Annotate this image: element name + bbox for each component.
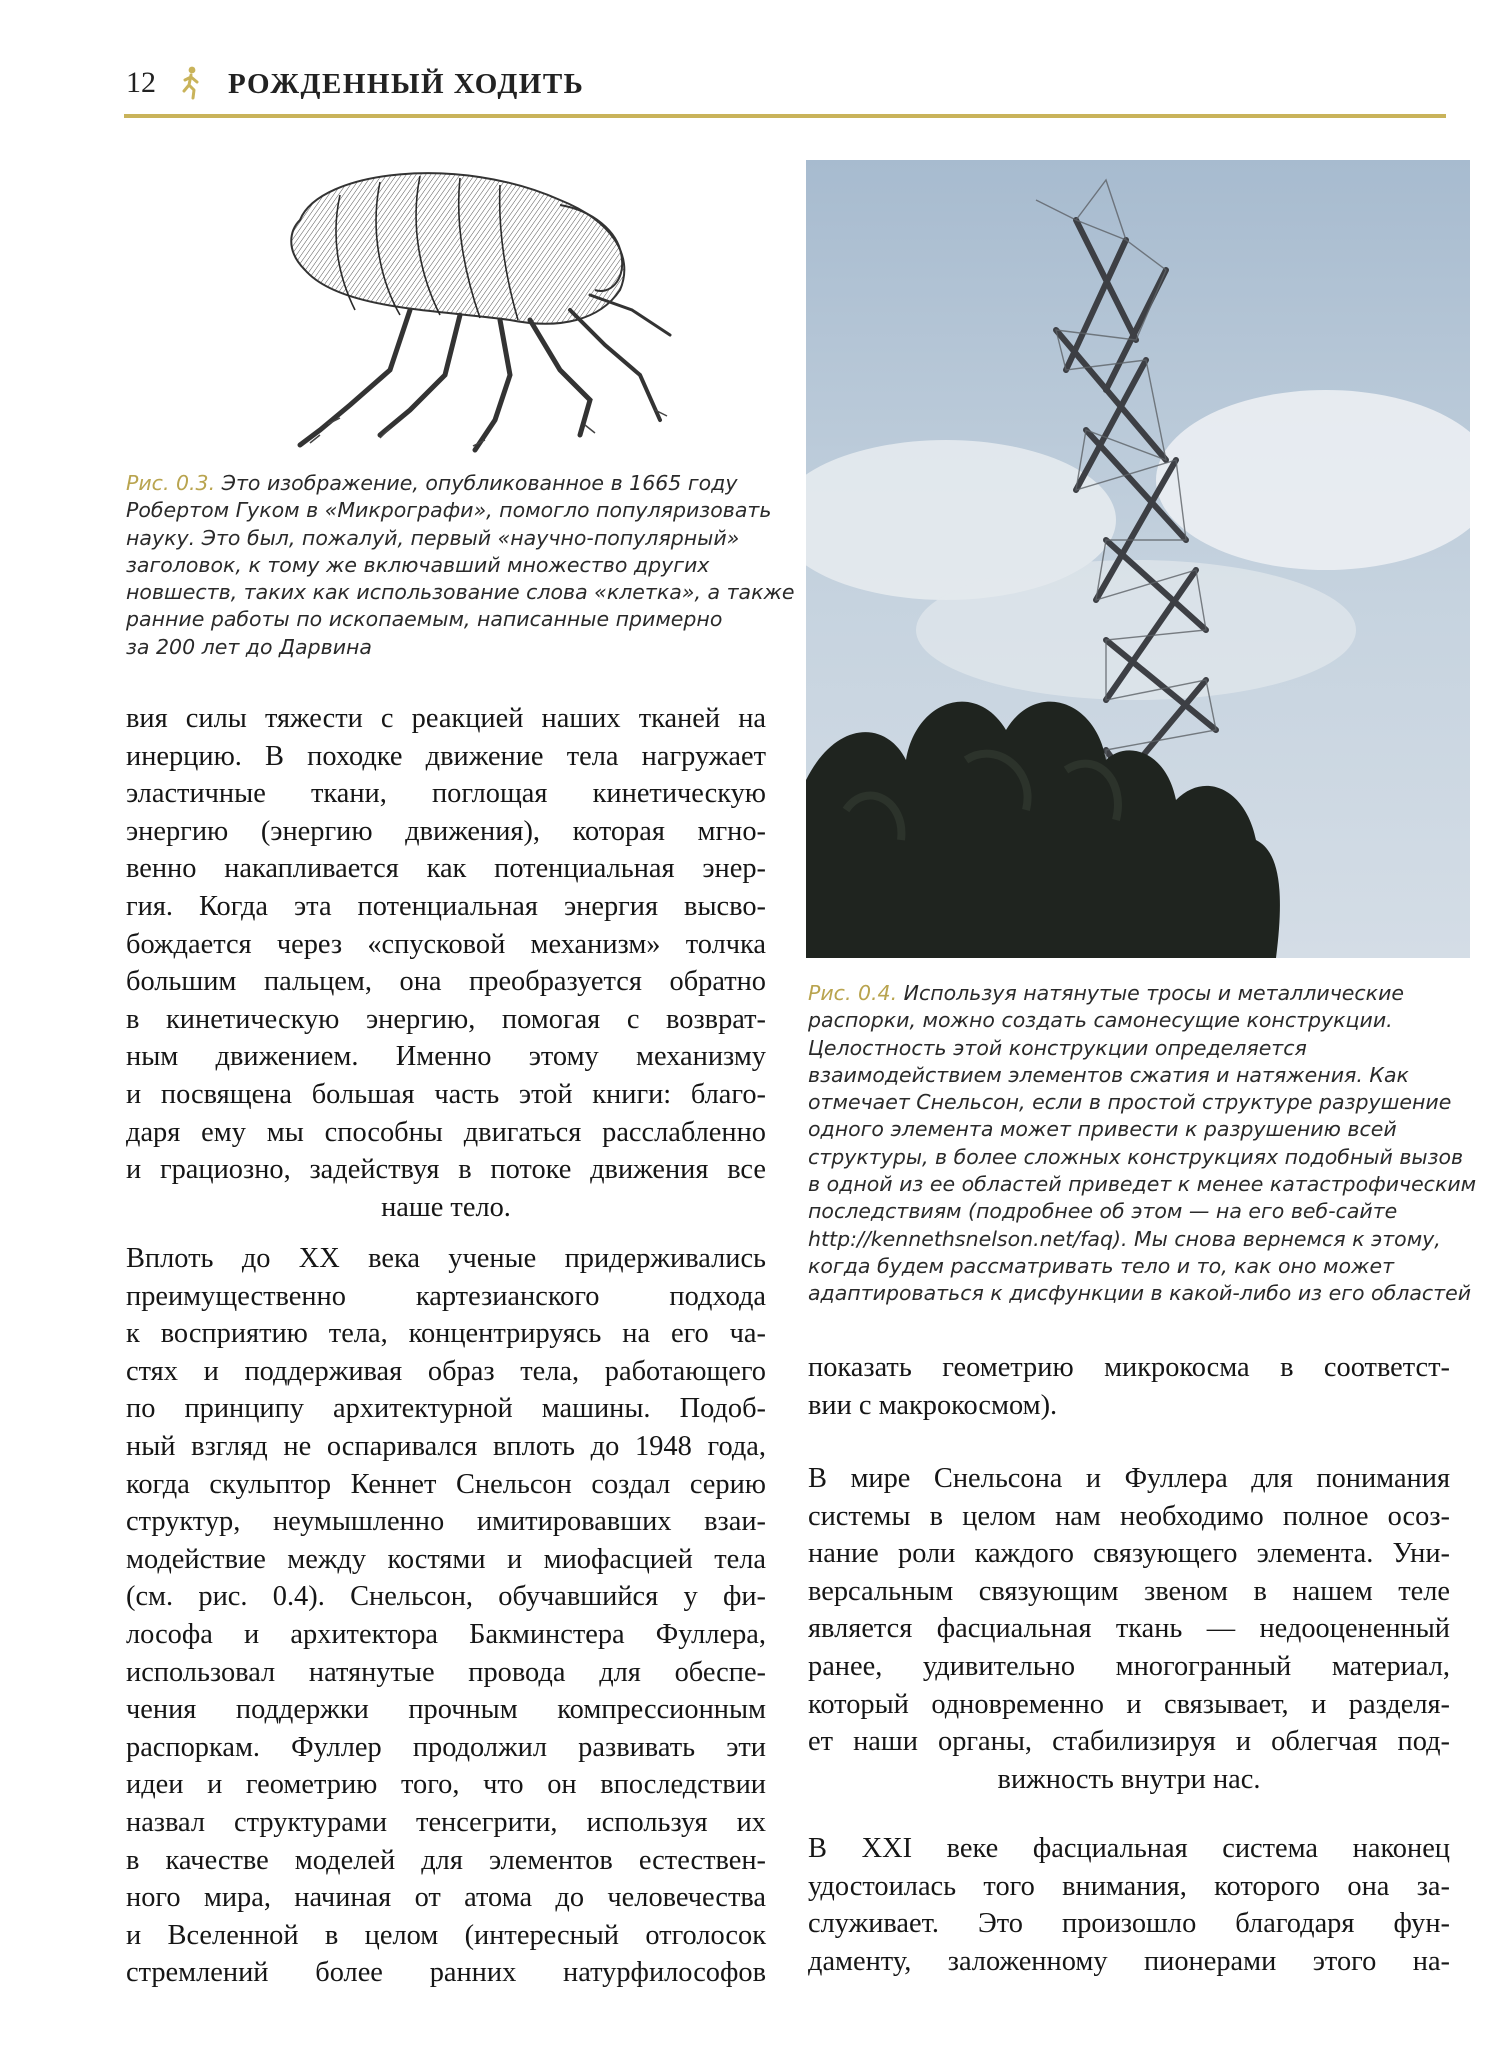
caption-line: заголовок, к тому же включавший множество других	[126, 552, 710, 577]
text-line: вижность внутри нас.	[997, 1763, 1261, 1795]
body-paragraph	[126, 700, 766, 1226]
body-paragraph	[808, 1830, 1450, 1980]
body-paragraph	[808, 1349, 1450, 1424]
header-rule	[124, 114, 1446, 118]
text-line: использовал натянутые провода для обеспе-	[126, 1656, 766, 1688]
caption-line: Используя натянутые тросы и металлические	[897, 981, 1405, 1005]
text-line: даменту, заложенному пионерами этого на-	[808, 1945, 1450, 1977]
text-line: системы в целом нам необходимо полное осоз-	[808, 1500, 1450, 1532]
text-line: и посвящена большая часть этой книги: благо-	[126, 1078, 766, 1110]
text-line: ного мира, начиная от атома до человечества	[126, 1882, 766, 1914]
body-paragraph	[808, 1460, 1450, 1798]
text-line: когда скульптор Кеннет Снельсон создал серию	[126, 1468, 766, 1500]
caption-line: распорки, можно создать самонесущие конструкции.	[808, 1008, 1393, 1033]
caption-line: Целостность этой конструкции определяется	[808, 1035, 1307, 1060]
text-line: Вплоть до XX века ученые придерживались	[126, 1243, 766, 1274]
text-line: в кинетическую энергию, помогая с возврат-	[126, 1003, 766, 1035]
caption-line: адаптироваться к дисфункции в какой-либо из его областей	[808, 1281, 1472, 1306]
body-paragraph	[126, 1240, 766, 1992]
running-header	[124, 62, 1446, 114]
text-line: ный взгляд не оспаривался вплоть до 1948 года,	[126, 1430, 766, 1462]
text-line: ет наши органы, стабилизируя и облегчая под-	[808, 1726, 1450, 1758]
caption-line: Это изображение, опубликованное в 1665 году	[215, 471, 738, 495]
caption-line: взаимодействием элементов сжатия и натяжения. Как	[808, 1062, 1409, 1087]
text-line: преимущественно картезианского подхода	[126, 1280, 766, 1312]
text-line: назвал структурами тенсегрити, используя их	[126, 1806, 766, 1838]
text-line: который одновременно и связывает, и разделя-	[808, 1688, 1450, 1720]
text-line: ранее, удивительно многогранный материал,	[808, 1650, 1450, 1682]
caption-line: за 200 лет до Дарвина	[126, 634, 372, 659]
text-line: даря ему мы способны двигаться расслабленно	[126, 1116, 766, 1148]
flea-engraving-figure	[260, 160, 700, 460]
text-line: В мире Снельсона и Фуллера для понимания	[808, 1463, 1450, 1494]
figure-caption-0-4	[808, 980, 1477, 1308]
running-title: РОЖДЕННЫЙ ХОДИТЬ	[228, 68, 585, 100]
caption-line: структуры, в более сложных конструкциях подобный вызов	[808, 1144, 1464, 1169]
text-line: гия. Когда эта потенциальная энергия высво-	[126, 890, 766, 922]
caption-line: одного элемента может привести к разрушению всей	[808, 1117, 1397, 1142]
text-line: показать геометрию микрокосма в соответст-	[808, 1352, 1450, 1383]
text-line: в качестве моделей для элементов естествен-	[126, 1844, 766, 1876]
text-line: структур, неумышленно имитировавших взаи-	[126, 1506, 766, 1538]
text-line: является фасциальная ткань — недооцененный	[808, 1613, 1450, 1645]
caption-line: новшеств, таких как использование слова «клетка», а также	[126, 580, 795, 605]
text-line: нание роли каждого связующего элемента. Уни-	[808, 1538, 1450, 1570]
text-line: вии с макрокосмом).	[808, 1389, 1058, 1421]
text-line: (см. рис. 0.4). Снельсон, обучавшийся у фи-	[126, 1581, 766, 1613]
page-number: 12	[126, 66, 156, 99]
caption-line: в одной из ее областей приведет к менее катастрофическим	[808, 1172, 1477, 1197]
text-line: венно накапливается как потенциальная энер-	[126, 853, 766, 885]
caption-line: науку. Это был, пожалуй, первый «научно-популярный»	[126, 525, 740, 550]
caption-line: Робертом Гуком в «Микрографи», помогло популяризовать	[126, 498, 772, 523]
text-line: по принципу архитектурной машины. Подоб-	[126, 1393, 766, 1425]
text-line: ным движением. Именно этому механизму	[126, 1041, 766, 1073]
text-line: удостоилась того внимания, которого она за-	[808, 1870, 1450, 1902]
text-line: чения поддержки прочным компрессионным	[126, 1694, 766, 1726]
text-line: распоркам. Фуллер продолжил развивать эти	[126, 1731, 766, 1763]
text-line: наше тело.	[381, 1191, 511, 1223]
caption-line: ранние работы по ископаемым, написанные примерно	[126, 607, 723, 632]
text-line: и Вселенной в целом (интересный отголосок	[126, 1919, 766, 1951]
text-line: стремлений более ранних натурфилософов	[126, 1957, 766, 1989]
figure-label: Рис. 0.3.	[126, 471, 216, 495]
caption-line: когда будем рассматривать тело и то, как оно может	[808, 1253, 1395, 1278]
text-line: инерцию. В походке движение тела нагружает	[126, 740, 766, 772]
caption-line: http://kennethsnelson.net/faq). Мы снова вернемся к этому,	[808, 1226, 1441, 1251]
text-line: большим пальцем, она преобразуется обратно	[126, 966, 766, 998]
caption-line: отмечает Снельсон, если в простой структуре разрушение	[808, 1090, 1452, 1115]
text-line: к восприятию тела, концентрируясь на его ча-	[126, 1318, 766, 1350]
figure-caption-0-3	[126, 470, 795, 661]
text-line: служивает. Это произошло благодаря фун-	[808, 1908, 1450, 1940]
text-line: лософа и архитектора Бакминстера Фуллера,	[126, 1618, 766, 1650]
text-line: эластичные ткани, поглощая кинетическую	[126, 778, 766, 810]
text-line: энергию (энергию движения), которая мгно-	[126, 815, 766, 847]
text-line: вия силы тяжести с реакцией наших тканей на	[126, 703, 766, 734]
text-line: В XXI веке фасциальная система наконец	[808, 1833, 1450, 1864]
caption-line: последствиям (подробнее об этом — на его веб-сайте	[808, 1199, 1398, 1224]
tensegrity-tower-photo	[806, 160, 1470, 958]
text-line: идеи и геометрию того, что он впоследствии	[126, 1769, 766, 1801]
figure-label: Рис. 0.4.	[808, 981, 898, 1005]
text-line: версальным связующим звеном в нашем теле	[808, 1575, 1450, 1607]
text-line: и грациозно, задействуя в потоке движения все	[126, 1154, 766, 1186]
text-line: модействие между костями и миофасцией тела	[126, 1543, 766, 1575]
walking-person-icon	[178, 66, 204, 100]
text-line: бождается через «спусковой механизм» толчка	[126, 928, 766, 960]
text-line: стях и поддерживая образ тела, работающего	[126, 1355, 766, 1387]
